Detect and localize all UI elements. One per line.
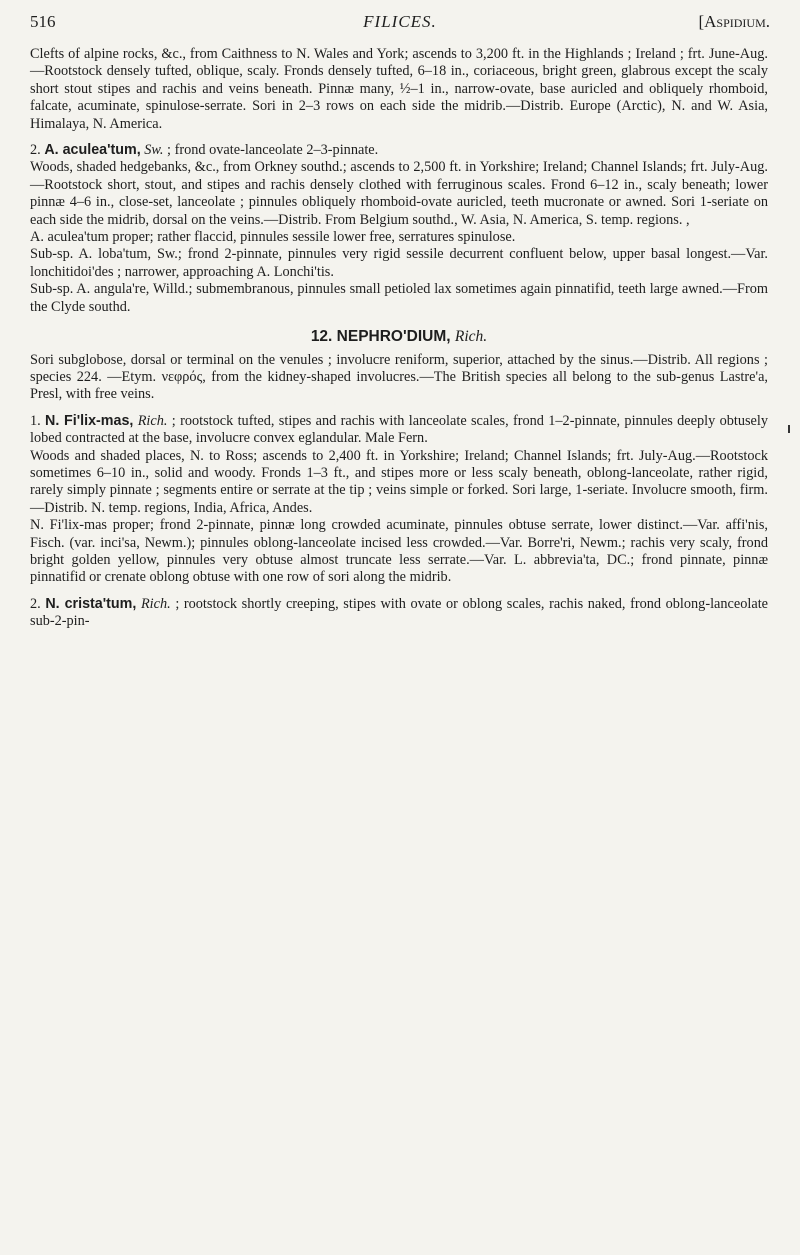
entry-number: 2.: [30, 595, 41, 612]
species-name: A. aculea'tum,: [44, 142, 141, 159]
paragraph-genus-description: Sori subglobose, dorsal or terminal on the venules ; involucre reniform, superior, attached by the sinus.—Distrib. All regions ; species 224. —Etym. νεφρός, from the kidney-shaped involucres.—The British species all belong to the sub-genus Lastre'a, Presl, with free veins.: [30, 351, 768, 403]
species-description: ; frond ovate-lanceolate 2–3-pinnate.: [167, 142, 379, 159]
running-title: FILICES.: [363, 12, 437, 31]
species-description: ; rootstock tufted, stipes and rachis with lanceolate scales, frond 1–2-pinnate, pinnules deeply obtusely lobed contracted at the base, involucre convex eglandular. Male Fern.: [30, 412, 769, 447]
page-number: 516: [30, 12, 56, 31]
running-genus: [Aspidium.: [698, 12, 770, 31]
species-name: N. Fi'lix-mas,: [45, 412, 134, 429]
paragraph-subspecies-angulare: Sub-sp. A. angula're, Willd.; submembranous, pinnules small petioled lax sometimes again pinnatifid, teeth large awned.—From the Clyde southd.: [30, 281, 768, 315]
species-entry-filix-mas: [30, 413, 768, 448]
species-entry-aculeatum: [30, 142, 768, 159]
genus-name: 12. NEPHRO'DIUM,: [310, 328, 451, 346]
genus-heading: [30, 328, 768, 345]
paragraph-subspecies-lobatum: Sub-sp. A. loba'tum, Sw.; frond 2-pinnate, pinnules very rigid sessile decurrent confluent below, upper basal longest.—Var. lonchitidoi'des ; narrower, approaching A. Lonchi'tis.: [30, 246, 768, 280]
text-body: [30, 46, 768, 631]
paragraph-habitat-3: Woods and shaded places, N. to Ross; ascends to 2,400 ft. in Yorkshire; Ireland; Channel Islands; frt. July-Aug.—Rootstock sometimes 6–10 in., solid and woody. Fronds 1–3 ft., and stipes more or less scaly beneath, oblong-lanceolate, rather rigid, rarely simply pinnate ; segments entire or serrate at the tip ; veins simple or forked. Sori large, 1-seriate. Involucre smooth, firm.—Distrib. N. temp. regions, India, Africa, Andes.: [30, 447, 768, 516]
paragraph-habitat-2: Woods, shaded hedgebanks, &c., from Orkney southd.; ascends to 2,500 ft. in Yorkshire; Ireland; Channel Islands; frt. July-Aug.—Rootstock short, stout, and stipes and rachis densely clothed with ferruginous scales. Frond 6–12 in., scaly beneath; lower pinnæ 4–6 in., close-set, lanceolate ; pinnules obliquely rhomboid-ovate auricled, teeth mucronate or awned. Sori 1-seriate on each side the midrib, dorsal on the veins.—Distrib. From Belgium southd., W. Asia, N. America, S. temp. regions. ,: [30, 159, 768, 228]
paragraph-varieties: N. Fi'lix-mas proper; frond 2-pinnate, pinnæ long crowded acuminate, pinnules obtuse serrate, lower distinct.—Var. affi'nis, Fisch. (var. inci'sa, Newm.); pinnules oblong-lanceolate incised less crowded.—Var. Borre'ri, Newm.; rachis very scaly, frond bright golden yellow, pinnules very obtuse almost truncate less serrate.—Var. L. abbrevia'ta, DC.; frond pinnate, pinnæ pinnatifid or crenate oblong obtuse with one row of sori along the midrib.: [30, 517, 768, 586]
running-header: [30, 12, 770, 38]
species-authority: Rich.: [137, 412, 168, 429]
species-name: N. crista'tum,: [45, 595, 137, 612]
species-authority: Rich.: [140, 595, 171, 612]
margin-mark: [788, 425, 790, 433]
genus-authority: Rich.: [454, 328, 488, 346]
entry-number: 1.: [30, 412, 41, 429]
entry-number: 2.: [30, 142, 41, 159]
species-authority: Sw.: [144, 142, 164, 159]
paragraph-proper: A. aculea'tum proper; rather flaccid, pinnules sessile lower free, serratures spinulose.: [30, 229, 516, 246]
paragraph-habitat-1: Clefts of alpine rocks, &c., from Caithness to N. Wales and York; ascends to 3,200 ft. in the Highlands ; Ireland ; frt. June-Aug.—Rootstock densely tufted, oblique, scaly. Fronds densely tufted, 6–18 in., coriaceous, bright green, glabrous except the scaly short stout stipes and rachis and veins beneath. Pinnæ many, ½–1 in., narrow-ovate, base auricled and obliquely rhomboid, falcate, acuminate, spinulose-serrate. Sori in 2–3 rows on each side the midrib.—Distrib. Europe (Arctic), N. and W. Asia, Himalaya, N. America.: [30, 46, 768, 132]
species-description: ; rootstock shortly creeping, stipes with ovate or oblong scales, rachis naked, frond oblong-lanceolate sub-2-pin-: [30, 595, 769, 630]
species-entry-cristatum: [30, 596, 768, 631]
